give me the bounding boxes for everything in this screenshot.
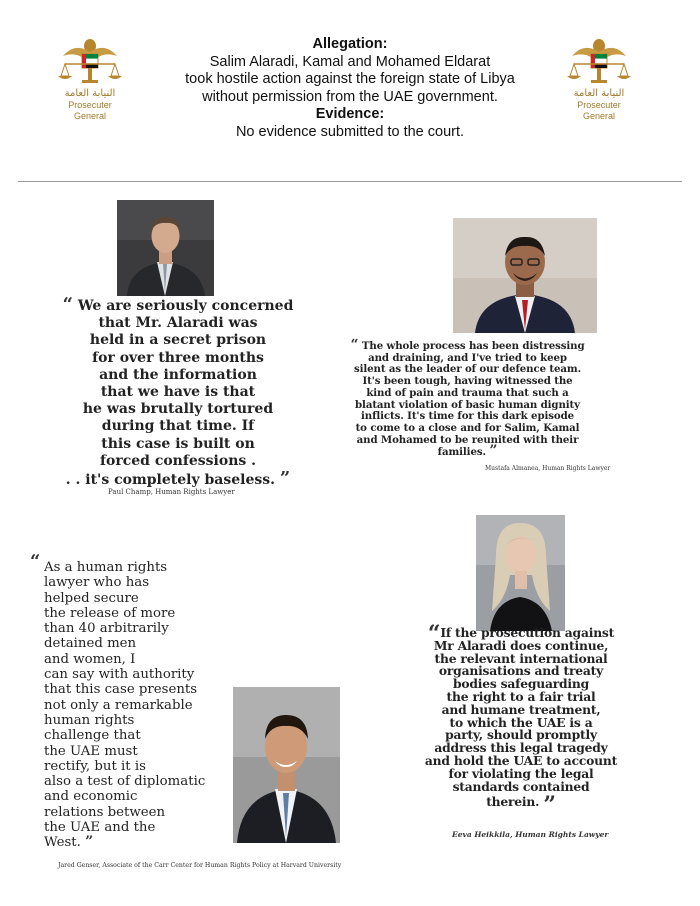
- quote-line: for over three months: [92, 349, 264, 366]
- allegation-line: without permission from the UAE government.: [202, 88, 498, 105]
- open-quote-mark: “: [30, 551, 41, 572]
- quote-line: families. ”: [437, 443, 498, 460]
- quote-line: “ As a human rights: [30, 551, 168, 575]
- portrait-eeva-heikkila: [476, 515, 565, 631]
- quote-line: . . it's completely baseless. ”: [65, 468, 291, 490]
- quote-eeva-heikkila: [410, 621, 632, 819]
- quote-line: that we have is that: [100, 384, 256, 401]
- quote-line: therein. ”: [486, 792, 556, 819]
- quote-line: held in a secret prison: [89, 332, 267, 349]
- quote-mustafa-almanea: [325, 337, 610, 460]
- quote-line: blatant violation of basic human dignity: [355, 398, 580, 411]
- evidence-text: No evidence submitted to the court.: [235, 123, 465, 140]
- allegation-line: took hostile action against the foreign state of Libya: [185, 71, 515, 87]
- quote-line: and draining, and I've tried to keep: [368, 351, 567, 364]
- quote-line: can say with authority: [44, 667, 195, 683]
- quote-line: lawyer who has: [44, 575, 150, 591]
- quote-line: the release of more: [44, 605, 176, 621]
- header-divider: [18, 181, 682, 182]
- open-quote-mark: “: [350, 337, 359, 353]
- quote-line: party, should promptly: [445, 727, 597, 743]
- quote-line: the relevant international: [434, 650, 608, 666]
- allegation-label: Allegation:: [312, 36, 388, 52]
- quote-line: inflicts. It's time for this dark episode: [361, 410, 574, 423]
- quote-line: “ We are seriously concerned: [62, 294, 294, 315]
- quote-line: standards contained: [452, 778, 590, 794]
- quote-line: during that time. If: [101, 418, 255, 435]
- quote-line: and women, I: [44, 651, 136, 667]
- quote-line: detained men: [44, 636, 137, 652]
- quote-jared-genser: [30, 551, 234, 851]
- attribution-mustafa-almanea: Mustafa Almanea, Human Rights Lawyer: [485, 465, 611, 472]
- quote-line: address this legal tragedy: [434, 740, 608, 756]
- portrait-jared-genser: [233, 687, 340, 843]
- quote-line: helped secure: [44, 590, 139, 606]
- quote-line: “ The whole process has been distressing: [350, 337, 585, 353]
- open-quote-mark: “: [62, 294, 73, 315]
- quote-line: to which the UAE is a: [449, 714, 593, 730]
- quote-line: and the information: [99, 366, 257, 383]
- quote-line: to come to a close and for Salim, Kamal: [355, 421, 580, 434]
- logo-arabic-text: النيابة العامة: [64, 88, 116, 99]
- close-quote-mark: ”: [85, 834, 94, 851]
- quote-line: Mr Alaradi does continue,: [433, 637, 609, 653]
- prosecutor-logo-right: [561, 34, 637, 121]
- attribution-eeva-heikkila: Eeva Heikkila, Human Rights Lawyer: [452, 830, 609, 839]
- quote-line: for violating the legal: [448, 765, 594, 781]
- quote-line: bodies safeguarding: [452, 676, 590, 692]
- logo-english-text: Prosecuter General: [68, 100, 112, 121]
- quote-line: human rights: [44, 712, 135, 728]
- quote-line: kind of pain and trauma that such a: [366, 386, 569, 399]
- quote-line: the UAE and the: [44, 820, 156, 836]
- attribution-jared-genser: Jared Genser, Associate of the Carr Center for Human Rights Policy at Harvard University: [58, 862, 342, 869]
- quote-line: and hold the UAE to account: [424, 752, 618, 768]
- logo-arabic-text: النيابة العامة: [573, 88, 625, 99]
- falcon-scales-emblem-icon: [564, 34, 634, 86]
- quote-line: “If the prosecution against: [427, 621, 615, 647]
- quote-line: that this case presents: [44, 682, 198, 698]
- quote-line: forced confessions .: [99, 452, 257, 469]
- allegation-block: [160, 36, 540, 141]
- quote-line: West. ”: [44, 834, 94, 851]
- portrait-paul-champ: [117, 200, 214, 296]
- close-quote-mark: ”: [543, 792, 556, 819]
- quote-line: silent as the leader of our defence team.: [353, 363, 582, 376]
- quote-line: this case is built on: [101, 435, 255, 452]
- quote-line: the UAE must: [44, 743, 138, 759]
- falcon-scales-emblem-icon: [55, 34, 125, 86]
- quote-line: than 40 arbitrarily: [44, 621, 169, 637]
- logo-english-text: Prosecuter General: [577, 100, 621, 121]
- allegation-line: Salim Alaradi, Kamal and Mohamed Eldarat: [209, 53, 491, 70]
- quote-line: and economic: [44, 789, 138, 805]
- quote-line: organisations and treaty: [438, 663, 604, 679]
- quote-line: the right to a fair trial: [446, 688, 596, 704]
- portrait-mustafa-almanea: [453, 218, 597, 333]
- quote-line: rectify, but it is: [44, 758, 146, 774]
- attribution-paul-champ: Paul Champ, Human Rights Lawyer: [108, 488, 235, 496]
- close-quote-mark: ”: [489, 443, 498, 460]
- evidence-label: Evidence:: [315, 106, 385, 122]
- quote-line: relations between: [44, 804, 166, 820]
- quote-line: that Mr. Alaradi was: [98, 315, 258, 332]
- quote-line: and Mohamed to be reunited with their: [356, 433, 579, 446]
- quote-line: not only a remarkable: [44, 697, 193, 713]
- quote-line: challenge that: [44, 728, 141, 744]
- quote-line: and humane treatment,: [441, 701, 601, 717]
- quote-line: he was brutally tortured: [82, 401, 274, 418]
- quote-paul-champ: [58, 296, 298, 489]
- open-quote-mark: “: [427, 621, 441, 647]
- quote-line: It's been tough, having witnessed the: [362, 375, 573, 388]
- quote-line: also a test of diplomatic: [44, 774, 206, 790]
- close-quote-mark: ”: [279, 468, 291, 490]
- prosecutor-logo-left: [52, 34, 128, 121]
